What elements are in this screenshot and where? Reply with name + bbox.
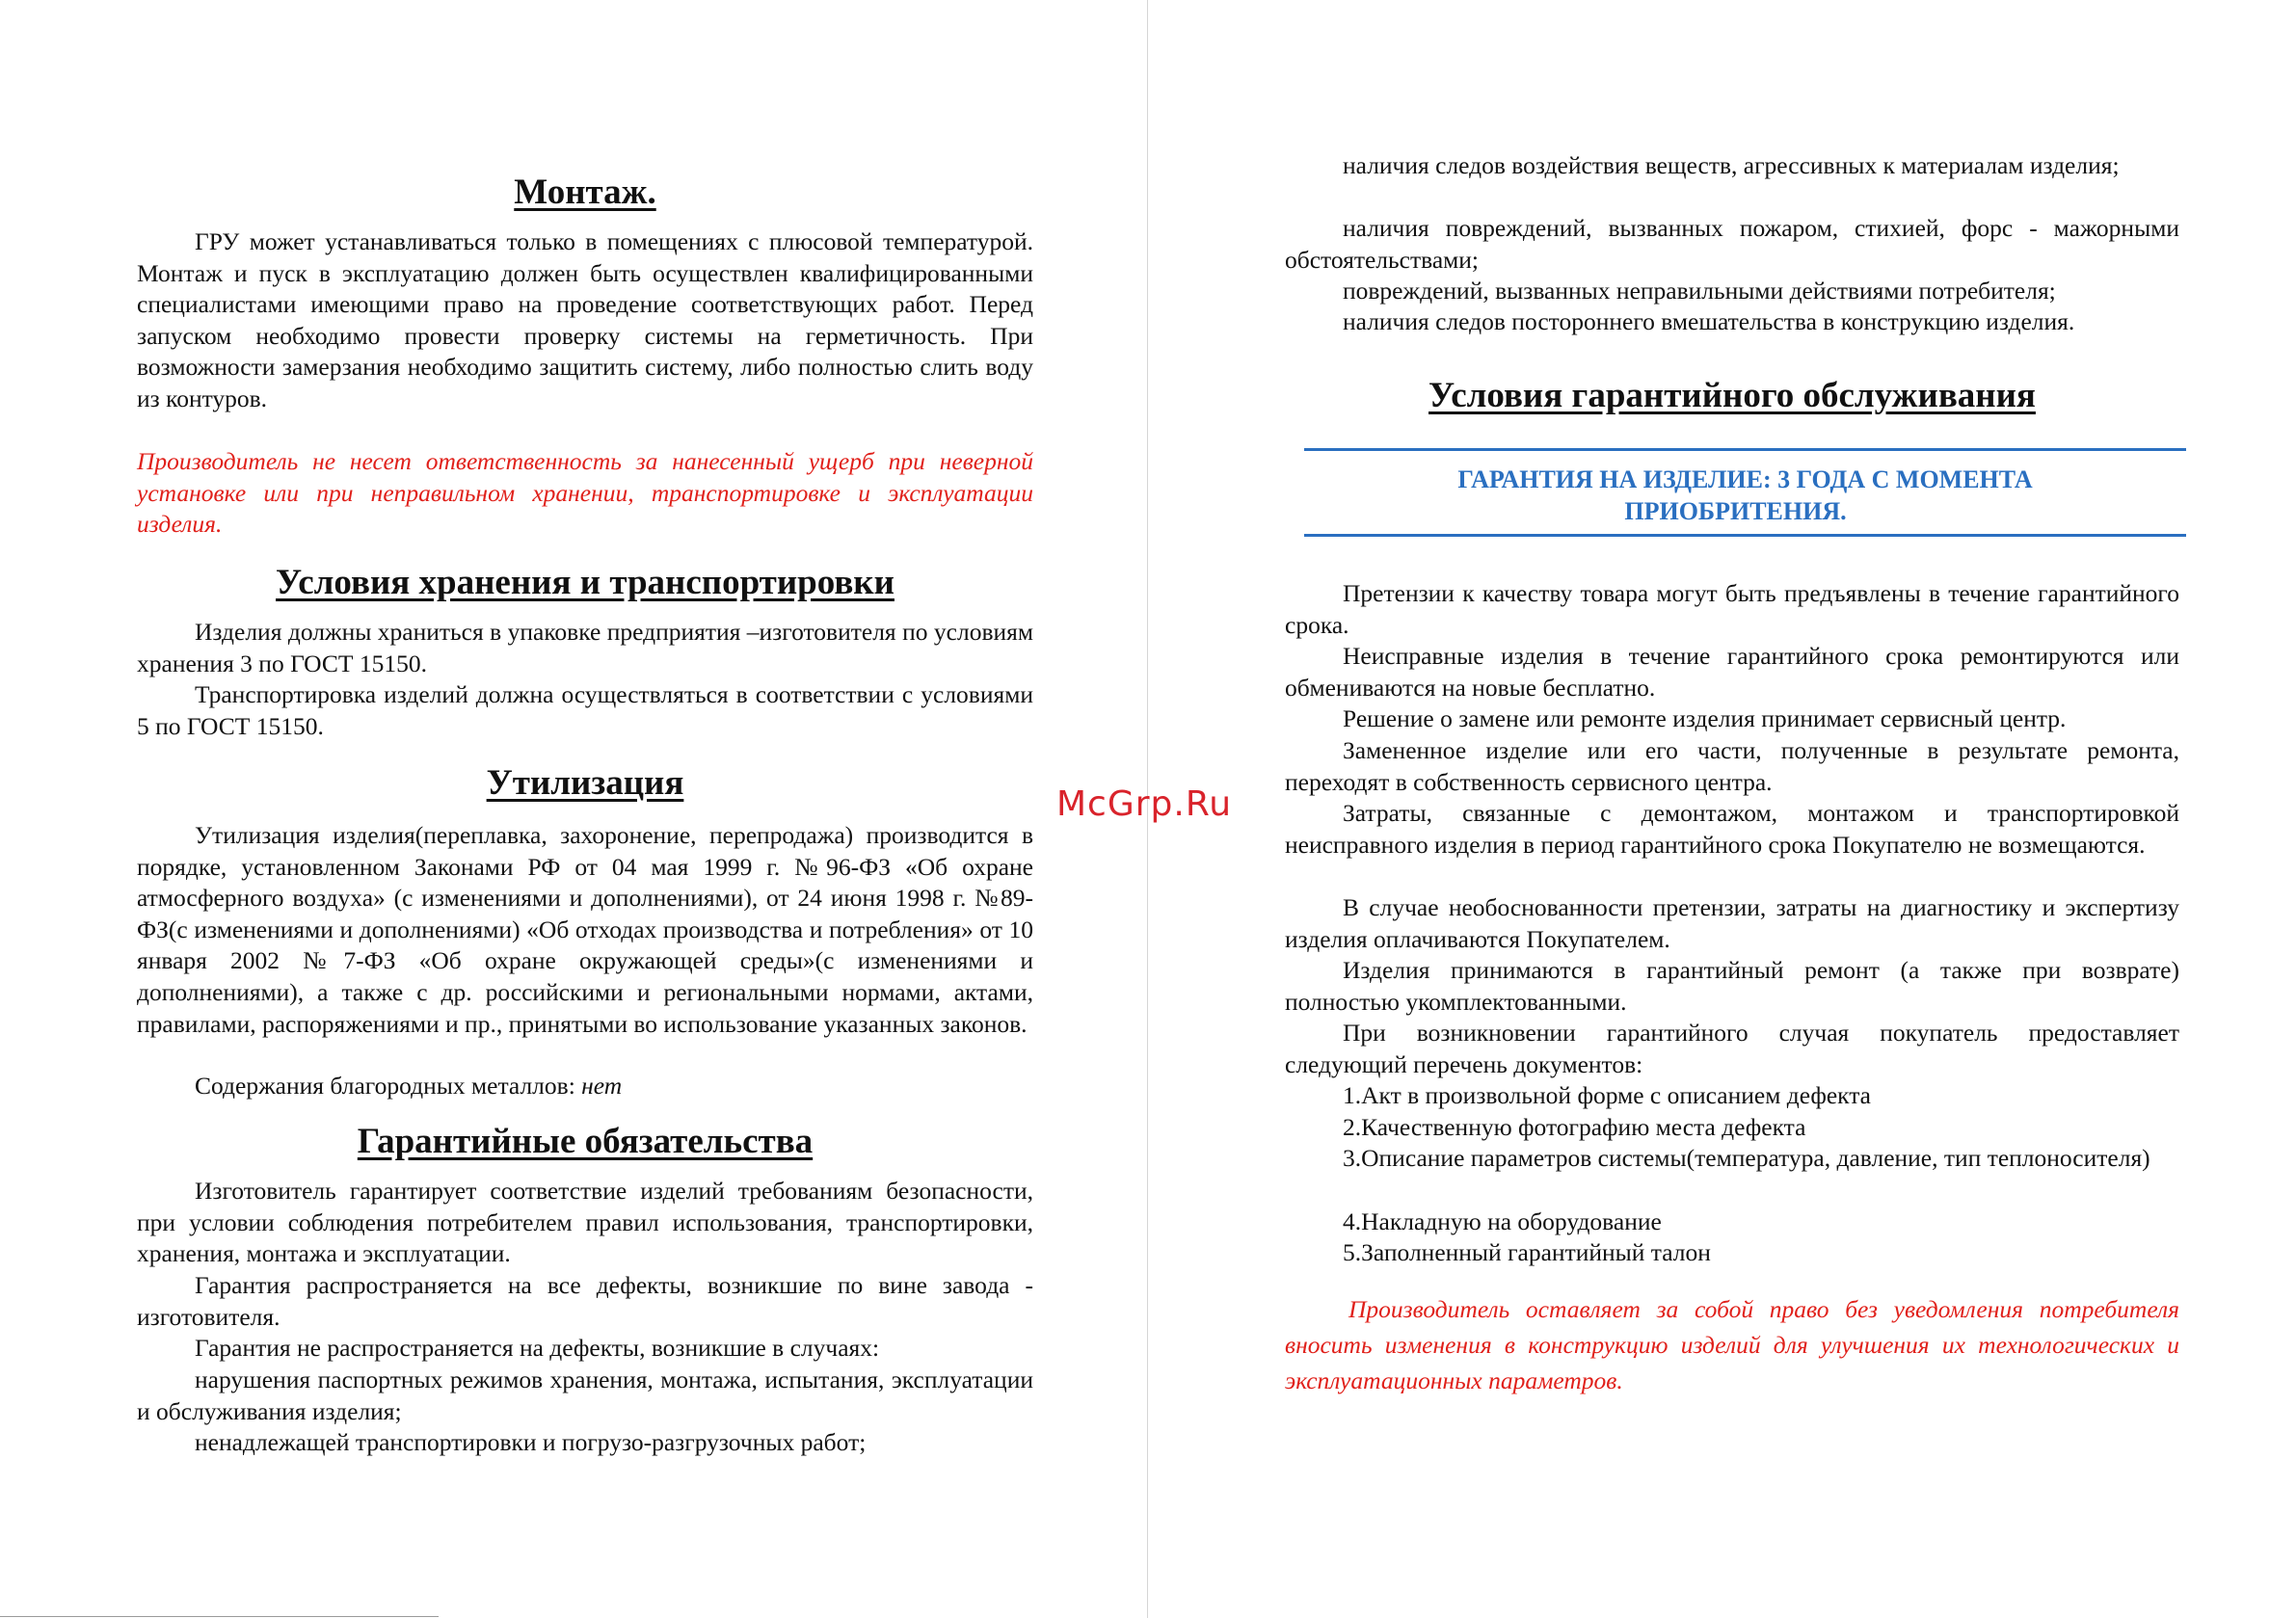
service-paragraph-2: Неисправные изделия в течение гарантийного срока ремонтируются или обмениваются на новые бесплатно. — [1285, 642, 2179, 702]
service-heading: Условия гарантийного обслуживания — [1428, 376, 2036, 415]
disposal-heading: Утилизация — [486, 763, 684, 803]
precious-metals-value: нет — [581, 1072, 623, 1100]
exclusion-1: наличия следов воздействия веществ, агрессивных к материалам изделия; — [1343, 151, 2120, 179]
document-item-2: 2.Качественную фотографию места дефекта — [1343, 1113, 1806, 1141]
service-paragraph-6: В случае необоснованности претензии, затраты на диагностику и экспертизу изделия оплачиваются Покупателем. — [1285, 893, 2179, 953]
document-item-4: 4.Накладную на оборудование — [1343, 1207, 1662, 1235]
service-paragraph-7: Изделия принимаются в гарантийный ремонт (а также при возврате) полностью укомплектованными. — [1285, 956, 2179, 1016]
storage-heading: Условия хранения и транспортировки — [276, 563, 894, 602]
disposal-paragraph: Утилизация изделия(переплавка, захоронение, перепродажа) производится в порядке, установленном Законами РФ от 04 мая 1999 г. №96-ФЗ «Об охране атмосферного воздуха» (с изменениями и дополнениями), от 24 июня 1998 г. №89-ФЗ(с изменениями и дополнениями) «Об отходах производства и потребления» от 10 января 2002 №7-ФЗ «Об охране окружающей среды»(с изменениями и дополнениями), а также с др. российскими и региональными нормами, актами, правилами, распоряжениями и пр., принятыми во использование указанных законов. — [137, 821, 1033, 1038]
warranty-paragraph-3: Гарантия не распространяется на дефекты, возникшие в случаях: — [195, 1334, 880, 1362]
service-paragraph-4: Замененное изделие или его части, полученные в результате ремонта, переходят в собственность сервисного центра. — [1285, 736, 2179, 796]
service-paragraph-3: Решение о замене или ремонте изделия принимает сервисный центр. — [1343, 704, 2067, 732]
warranty-paragraph-4: нарушения паспортных режимов хранения, монтажа, испытания, эксплуатации и обслуживания изделия; — [137, 1366, 1033, 1425]
montage-heading: Монтаж. — [514, 172, 656, 212]
banner-line-1: ГАРАНТИЯ НА ИЗДЕЛИЕ: 3 ГОДА С МОМЕНТА — [1457, 465, 2033, 493]
banner-line-2: ПРИОБРИТЕНИЯ. — [1624, 497, 1847, 525]
storage-paragraph-1: Изделия должны храниться в упаковке предприятия –изготовителя по условиям хранения 3 по ГОСТ 15150. — [137, 618, 1033, 677]
precious-metals-label: Содержания благородных металлов: — [195, 1072, 575, 1100]
exclusion-3: повреждений, вызванных неправильными действиями потребителя; — [1343, 277, 2056, 305]
document-item-3: 3.Описание параметров системы(температура, давление, тип теплоносителя) — [1343, 1144, 2150, 1172]
precious-metals-line — [137, 1071, 1033, 1102]
montage-paragraph: ГРУ может устанавливаться только в помещениях с плюсовой температурой. Монтаж и пуск в эксплуатацию должен быть осуществлен квалифицированными специалистами имеющими право на проведение соответствующих работ. Перед запуском необходимо провести проверку системы на герметичность. При возможности замерзания необходимо защитить систему, либо полностью слить воду из контуров. — [137, 227, 1033, 412]
warranty-period-text — [1304, 464, 2186, 527]
watermark: McGrp.Ru — [1056, 784, 1233, 824]
warranty-period-banner — [1304, 448, 2186, 537]
montage-warning: Производитель не несет ответственность за нанесенный ущерб при неверной установке или при неправильном хранении, транспортировке и эксплуатации изделия. — [137, 447, 1033, 539]
manufacturer-notice: Производитель оставляет за собой право без уведомления потребителя вносить изменения в конструкцию изделий для улучшения их технологических и эксплуатационных параметров. — [1285, 1295, 2179, 1394]
service-paragraph-8: При возникновении гарантийного случая покупатель предоставляет следующий перечень документов: — [1285, 1019, 2179, 1078]
document-item-5: 5.Заполненный гарантийный талон — [1343, 1238, 1711, 1266]
footnote-rule — [0, 1616, 439, 1617]
warranty-heading: Гарантийные обязательства — [357, 1122, 814, 1161]
warranty-paragraph-5: ненадлежащей транспортировки и погрузо-разгрузочных работ; — [195, 1428, 867, 1456]
exclusion-2: наличия повреждений, вызванных пожаром, стихией, форс - мажорными обстоятельствами; — [1285, 214, 2179, 274]
service-paragraph-5: Затраты, связанные с демонтажом, монтажом и транспортировкой неисправного изделия в период гарантийного срока Покупателю не возмещаются. — [1285, 799, 2179, 859]
service-paragraph-1: Претензии к качеству товара могут быть предъявлены в течение гарантийного срока. — [1285, 579, 2179, 639]
warranty-paragraph-1: Изготовитель гарантирует соответствие изделий требованиям безопасности, при условии соблюдения потребителем правил использования, транспортировки, хранения, монтажа и эксплуатации. — [137, 1177, 1033, 1268]
warranty-paragraph-2: Гарантия распространяется на все дефекты, возникшие по вине завода - изготовителя. — [137, 1271, 1033, 1331]
storage-paragraph-2: Транспортировка изделий должна осуществляться в соответствии с условиями 5 по ГОСТ 15150. — [137, 680, 1033, 740]
exclusion-4: наличия следов постороннего вмешательства в конструкцию изделия. — [1343, 307, 2075, 335]
document-item-1: 1.Акт в произвольной форме с описанием дефекта — [1343, 1081, 1871, 1109]
